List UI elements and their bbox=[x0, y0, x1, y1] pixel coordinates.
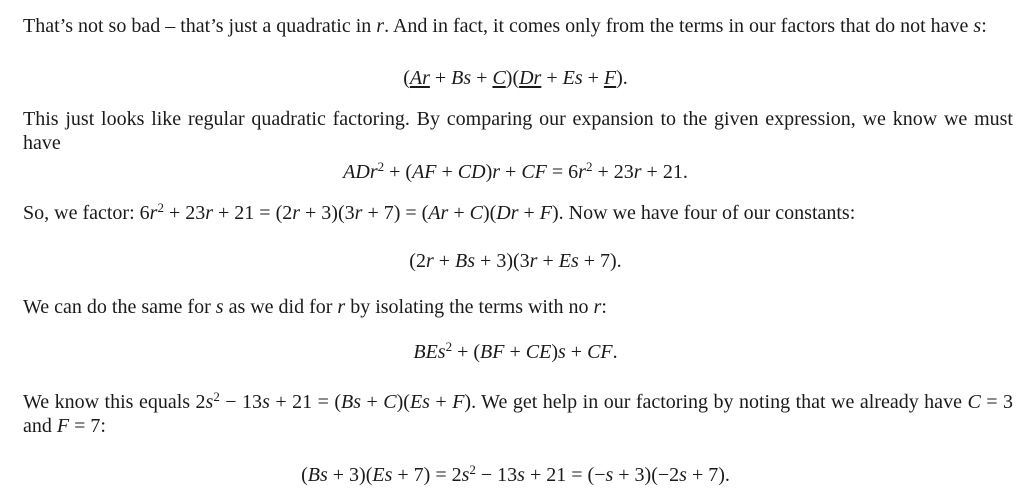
paragraph-1: That’s not so bad – that’s just a quadratic in r. And in fact, it comes only from the terms in our factors that do not have s: bbox=[23, 15, 987, 37]
equation-1: (Ar + Bs + C)(Dr + Es + F). bbox=[403, 67, 628, 89]
paragraph-3: So, we factor: $6r^2 + 23r + 21 = (2r + 3)(3r + 7) = (Ar + C)(Dr + F)$. Now we have four of our constants: bbox=[23, 200, 856, 224]
paragraph-4: We can do the same for s as we did for r by isolating the terms with no r: bbox=[23, 296, 607, 318]
equation-5: $(Bs + 3)(Es + 7) = 2s^2 - 13s + 21 = (-s + 3)(-2s + 7)$. bbox=[301, 462, 730, 486]
equation-3: (2r + Bs + 3)(3r + Es + 7). bbox=[409, 250, 622, 272]
equation-2: ADr$^2$ + (AF + CD)r + CF = $6r^2 + 23r + 21$. bbox=[343, 159, 688, 183]
paragraph-2: This just looks like regular quadratic factoring. By comparing our expansion to the given expression, we know we must have bbox=[23, 108, 1013, 154]
equation-4: BEs$^2$ + (BF + CE)s + CF. bbox=[413, 339, 618, 363]
paragraph-5: We know this equals $2s^2 - 13s + 21 = (Bs + C)(Es + F)$. We get help in our factoring by noting that we already have C = 3 and F = 7: bbox=[23, 389, 1014, 437]
